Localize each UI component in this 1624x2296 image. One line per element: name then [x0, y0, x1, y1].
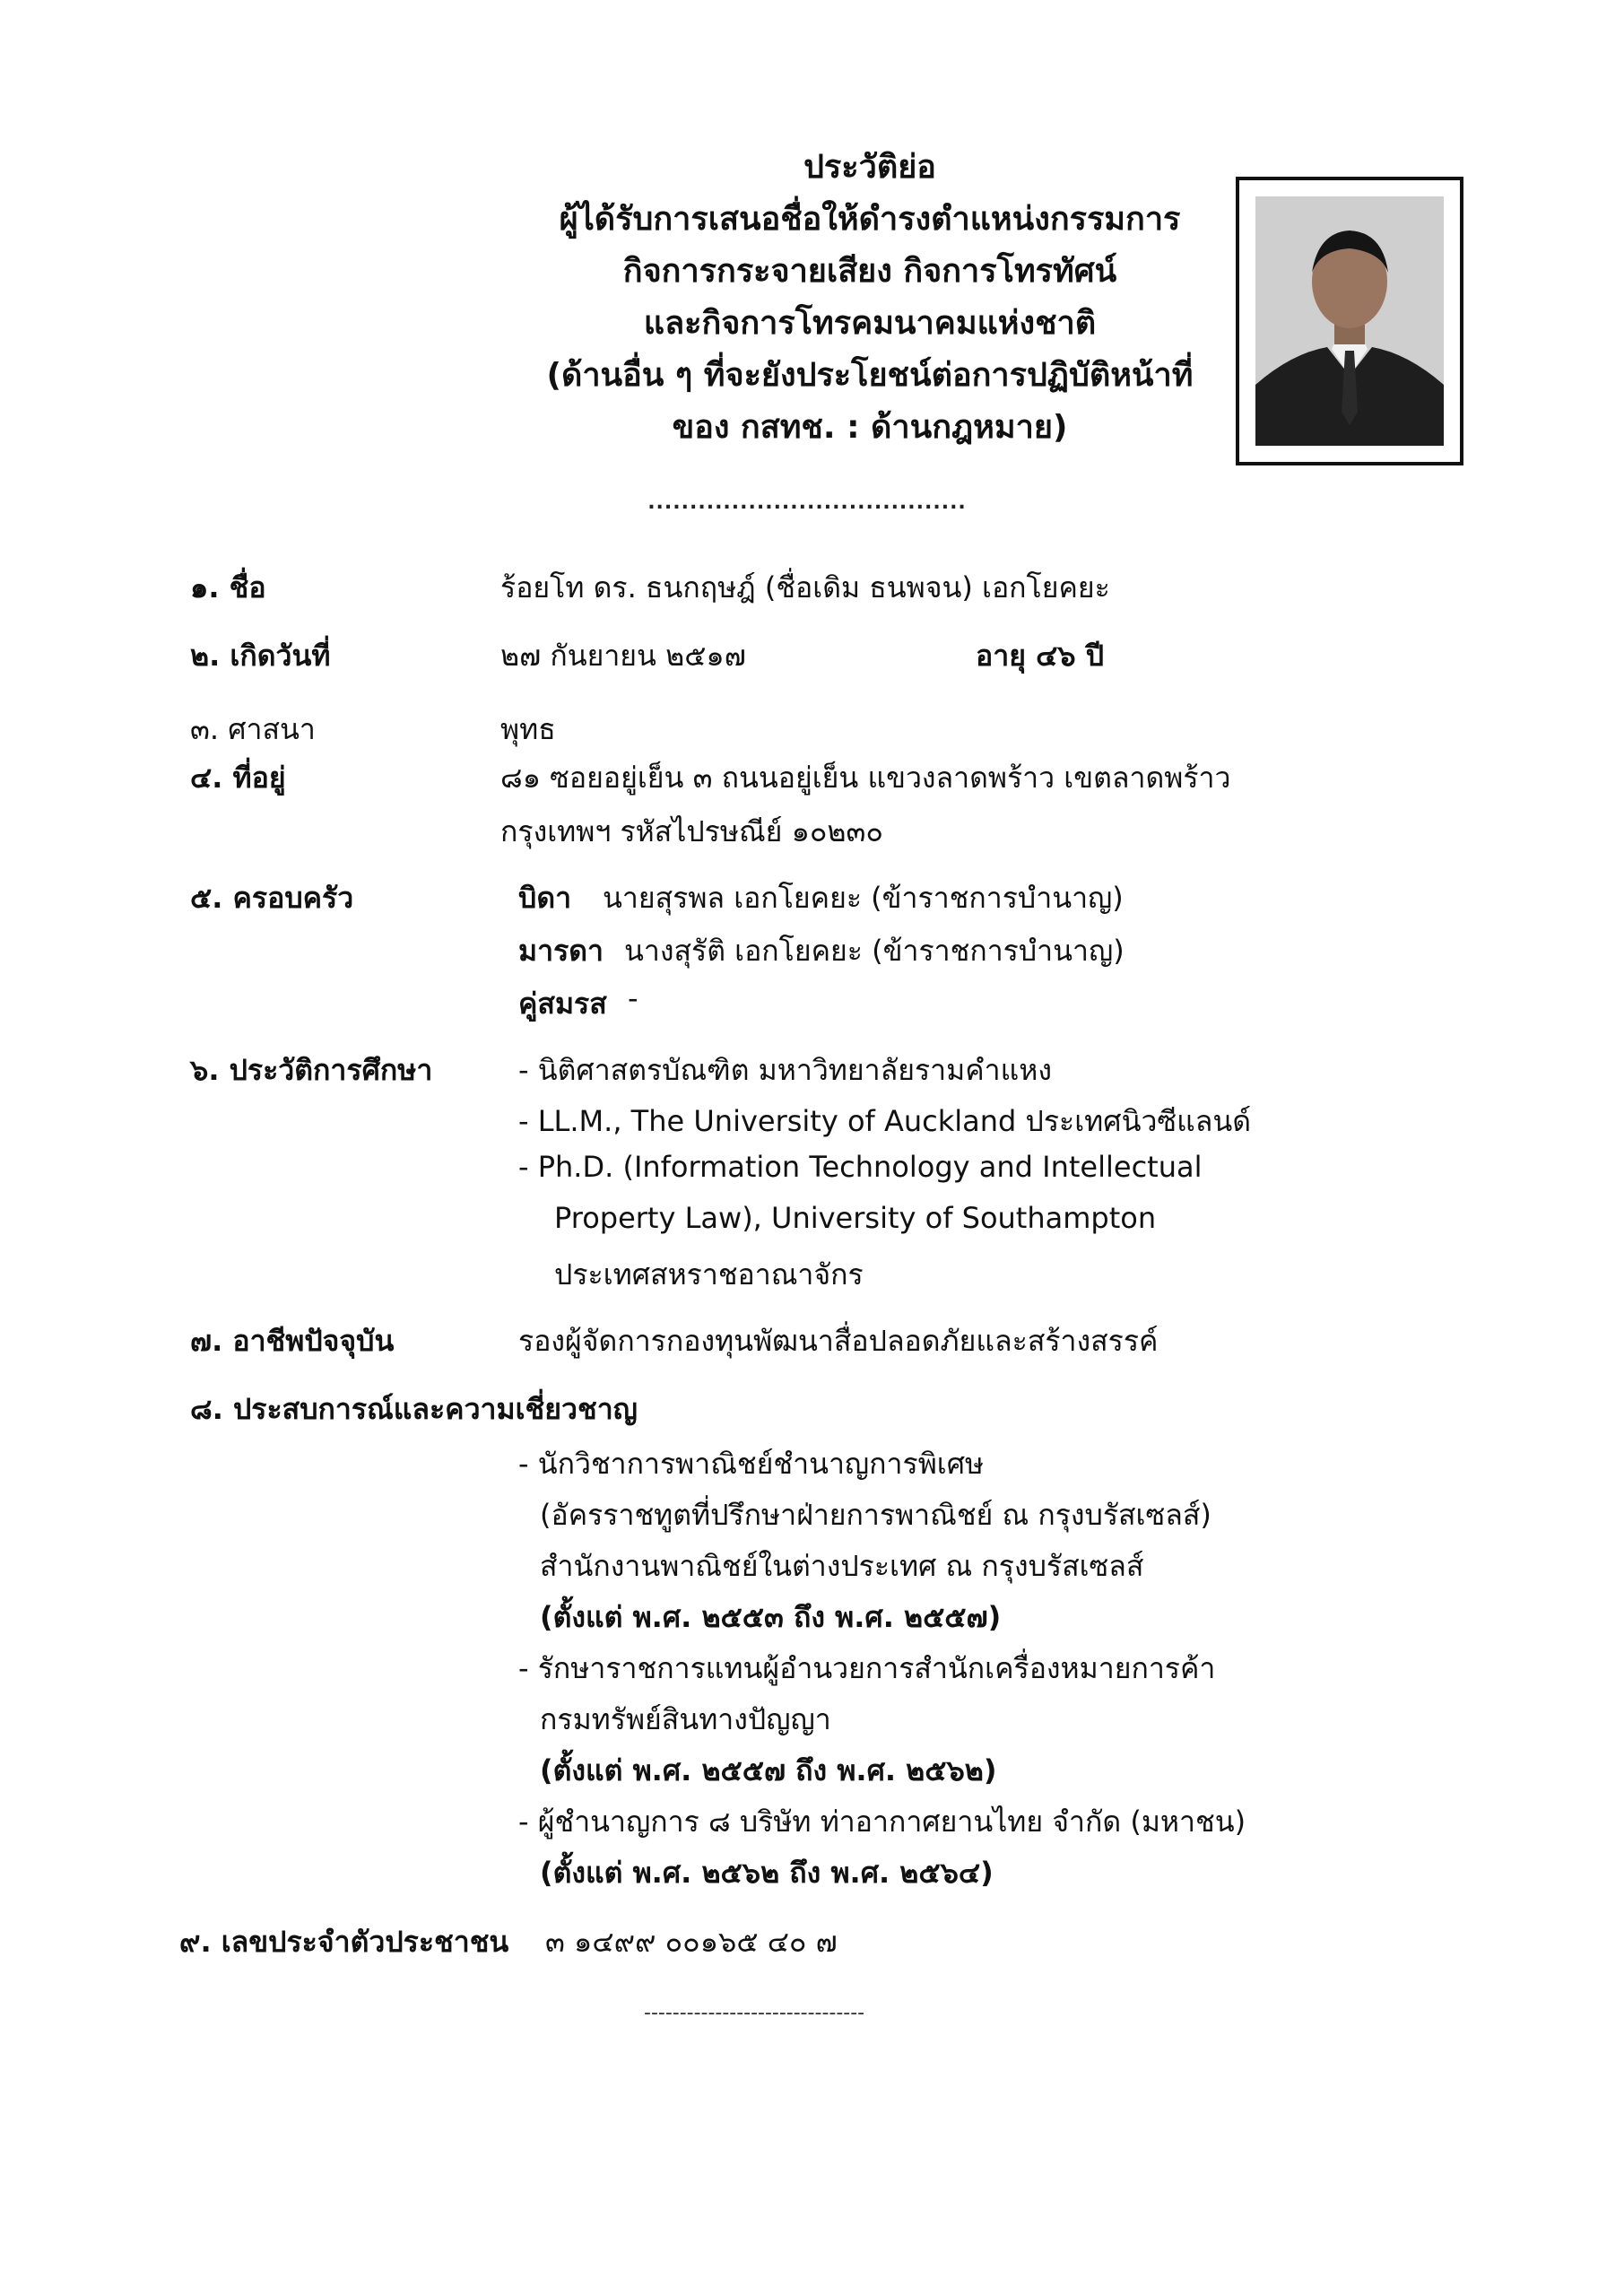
mother-value: นางสุรัติ เอกโยคยะ (ข้าราชการบำนาญ) — [624, 934, 1125, 968]
portrait-photo — [1255, 196, 1444, 446]
portrait-photo-frame — [1236, 177, 1463, 465]
address-label: ๔. ที่อยู่ — [190, 761, 286, 795]
doc-subtitle-line: กิจการกระจายเสียง กิจการโทรทัศน์ — [622, 253, 1117, 290]
education-line: - Ph.D. (Information Technology and Intellectual — [518, 1150, 1203, 1184]
address-line: ๘๑ ซอยอยู่เย็น ๓ ถนนอยู่เย็น แขวงลาดพร้าว เขตลาดพร้าว — [500, 761, 1231, 795]
experience-line: กรมทรัพย์สินทางปัญญา — [540, 1702, 831, 1736]
occupation-label: ๗. อาชีพปัจจุบัน — [190, 1324, 395, 1358]
end-separator: ------------------------------- — [644, 2002, 865, 2024]
spouse-value: - — [628, 981, 638, 1015]
birth-label: ๒. เกิดวันที่ — [190, 639, 331, 673]
title-separator: ...................................... — [647, 491, 967, 514]
religion-value: พุทธ — [500, 712, 556, 746]
name-label: ๑. ชื่อ — [190, 570, 266, 604]
education-label: ๖. ประวัติการศึกษา — [190, 1053, 433, 1087]
doc-subtitle-line: ของ กสทช. : ด้านกฎหมาย) — [672, 409, 1068, 446]
religion-label: ๓. ศาสนา — [190, 712, 316, 746]
education-line: ประเทศสหราชอาณาจักร — [554, 1257, 864, 1292]
father-value: นายสุรพล เอกโยคยะ (ข้าราชการบำนาญ) — [603, 881, 1124, 915]
address-line: กรุงเทพฯ รหัสไปรษณีย์ ๑๐๒๓๐ — [500, 814, 883, 848]
education-line: Property Law), University of Southampton — [554, 1201, 1157, 1235]
experience-line: (อัครราชทูตที่ปรึกษาฝ่ายการพาณิชย์ ณ กรุงบรัสเซลส์) — [540, 1498, 1211, 1532]
spouse-label: คู่สมรส — [518, 987, 607, 1021]
family-label: ๕. ครอบครัว — [190, 881, 354, 915]
education-line: - นิติศาสตรบัณฑิต มหาวิทยาลัยรามคำแหง — [518, 1053, 1052, 1087]
experience-line: - รักษาราชการแทนผู้อำนวยการสำนักเครื่องหมายการค้า — [518, 1651, 1216, 1685]
experience-period: (ตั้งแต่ พ.ศ. ๒๕๕๓ ถึง พ.ศ. ๒๕๕๗) — [540, 1600, 1002, 1634]
id-card-label: ๙. เลขประจำตัวประชาชน — [179, 1925, 509, 1959]
experience-line: - ผู้ชำนาญการ ๘ บริษัท ท่าอากาศยานไทย จำกัด (มหาชน) — [518, 1805, 1246, 1839]
age-value: อายุ ๔๖ ปี — [976, 639, 1105, 673]
doc-subtitle-line: (ด้านอื่น ๆ ที่จะยังประโยชน์ต่อการปฏิบัติหน้าที่ — [546, 357, 1194, 394]
experience-period: (ตั้งแต่ พ.ศ. ๒๕๕๗ ถึง พ.ศ. ๒๕๖๒) — [540, 1753, 997, 1787]
education-line: - LL.M., The University of Auckland ประเทศนิวซีแลนด์ — [518, 1104, 1252, 1138]
id-card-value: ๓ ๑๔๙๙ ๐๐๑๖๕ ๔๐ ๗ — [545, 1925, 838, 1959]
experience-line: - นักวิชาการพาณิชย์ชำนาญการพิเศษ — [518, 1447, 985, 1481]
doc-title: ประวัติย่อ — [803, 149, 936, 186]
mother-label: มารดา — [518, 934, 604, 968]
experience-label: ๘. ประสบการณ์และความเชี่ยวชาญ — [190, 1392, 638, 1426]
father-label: บิดา — [518, 881, 572, 915]
title-block — [421, 142, 1318, 454]
doc-subtitle-line: และกิจการโทรคมนาคมแห่งชาติ — [643, 305, 1097, 342]
occupation-value: รองผู้จัดการกองทุนพัฒนาสื่อปลอดภัยและสร้างสรรค์ — [518, 1324, 1159, 1358]
name-value: ร้อยโท ดร. ธนกฤษฎ์ (ชื่อเดิม ธนพจน) เอกโยคยะ — [500, 570, 1110, 604]
doc-subtitle-line: ผู้ได้รับการเสนอชื่อให้ดำรงตำแหน่งกรรมการ — [559, 201, 1181, 238]
birth-date: ๒๗ กันยายน ๒๕๑๗ — [500, 639, 746, 673]
portrait-silhouette-icon — [1255, 196, 1444, 446]
experience-period: (ตั้งแต่ พ.ศ. ๒๕๖๒ ถึง พ.ศ. ๒๕๖๔) — [540, 1856, 994, 1890]
experience-line: สำนักงานพาณิชย์ในต่างประเทศ ณ กรุงบรัสเซลส์ — [540, 1549, 1144, 1583]
